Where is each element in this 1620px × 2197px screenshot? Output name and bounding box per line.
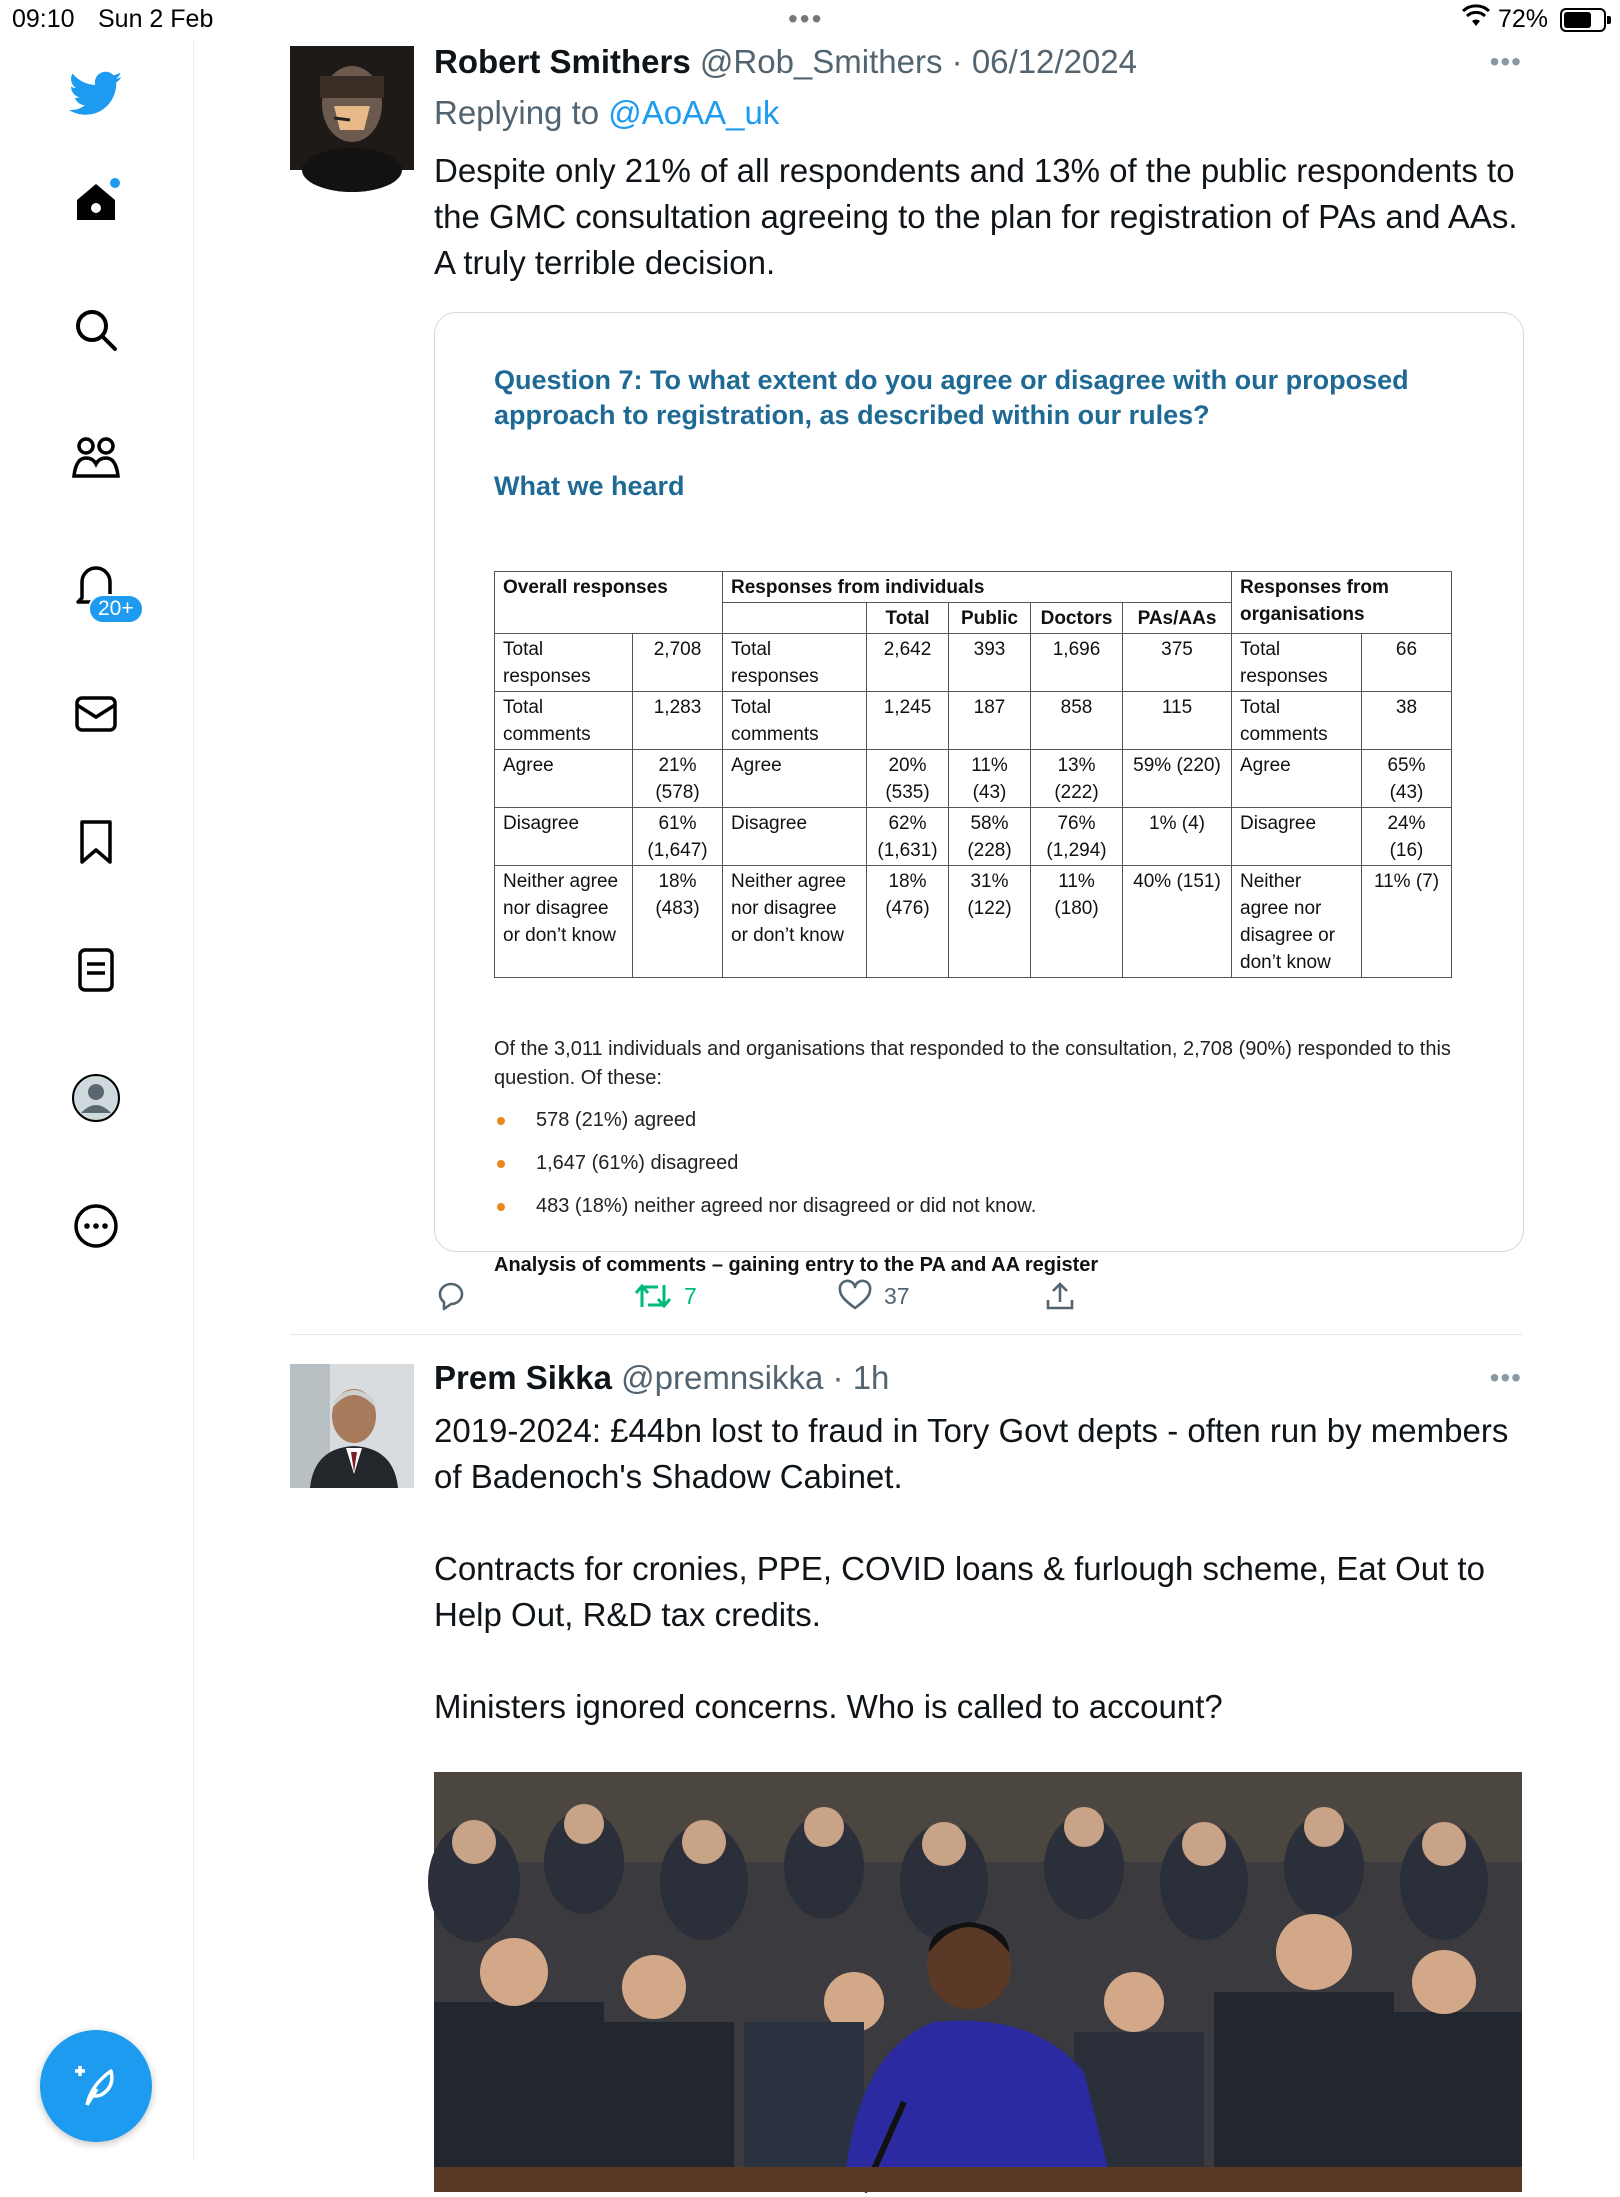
value-cell-pas: 375 — [1123, 634, 1232, 692]
row-label-cell: Total responses — [1232, 634, 1362, 692]
value-cell-orgs: 38 — [1362, 692, 1452, 750]
doc-question: Question 7: To what extent do you agree or disagree with our proposed approach to registration, as described within our rules? — [494, 365, 1409, 430]
row-label-cell: Total comments — [723, 692, 867, 750]
compose-tweet-button[interactable] — [40, 2030, 152, 2142]
author-handle[interactable]: @premnsikka — [621, 1359, 824, 1396]
value-cell-total: 62% (1,631) — [867, 808, 949, 866]
value-cell-public: 393 — [949, 634, 1031, 692]
share-button[interactable] — [1044, 1274, 1076, 1318]
value-cell-pas: 1% (4) — [1123, 808, 1232, 866]
doc-subheading: Analysis of comments – gaining entry to the PA and AA register — [494, 1254, 1099, 1276]
communities-icon[interactable] — [68, 430, 124, 486]
tweet-prem-sikka[interactable] — [290, 1359, 1522, 2160]
row-label-cell: Agree — [723, 750, 867, 808]
replying-handle-link[interactable]: @AoAA_uk — [608, 94, 780, 131]
value-cell-public: 58% (228) — [949, 808, 1031, 866]
author-name[interactable]: Robert Smithers — [434, 43, 691, 80]
tweet-actions — [434, 1274, 1522, 1318]
author-handle[interactable]: @Rob_Smithers — [699, 43, 943, 80]
twitter-logo-icon[interactable] — [68, 66, 124, 122]
tweet-text — [434, 1408, 1524, 1730]
value-cell-orgs: 66 — [1362, 634, 1452, 692]
row-label-cell: Neither agree nor disagree or don’t know — [495, 866, 633, 978]
attached-photo[interactable] — [434, 1772, 1522, 2192]
value-cell-doctors: 858 — [1031, 692, 1123, 750]
row-label-cell: Total responses — [495, 634, 633, 692]
table-row — [495, 808, 1452, 866]
tweet-text: Despite only 21% of all respondents and 13% of the public respondents to the GMC consultation agreeing to the plan for registration of PAs and AAs. A truly terrible decision. — [434, 152, 1518, 281]
value-cell-total: 18% (476) — [867, 866, 949, 978]
tweet-robert-smithers[interactable] — [290, 43, 1522, 1336]
value-cell-public: 31% (122) — [949, 866, 1031, 978]
value-cell-total: 20% (535) — [867, 750, 949, 808]
header-individuals: Responses from individuals — [723, 572, 1232, 603]
battery-icon — [1560, 8, 1606, 32]
table-row — [495, 750, 1452, 808]
row-label-cell: Disagree — [723, 808, 867, 866]
tweet-header — [434, 1359, 889, 1397]
doc-what-we-heard: What we heard — [494, 471, 685, 501]
tweet-text-paragraph: Ministers ignored concerns. Who is called to account? — [434, 1688, 1223, 1725]
tweet-divider — [290, 1334, 1522, 1335]
doc-bullets — [494, 1099, 1036, 1228]
like-button[interactable] — [838, 1274, 910, 1318]
like-count: 37 — [884, 1282, 910, 1309]
row-label-cell: Neither agree nor disagree or don’t know — [723, 866, 867, 978]
more-options-icon[interactable] — [68, 1198, 124, 1254]
value-cell-overall: 18% (483) — [633, 866, 723, 978]
row-label-cell: Disagree — [495, 808, 633, 866]
reply-button[interactable] — [434, 1274, 468, 1318]
tweet-header — [434, 43, 1137, 81]
value-cell-doctors: 11% (180) — [1031, 866, 1123, 978]
responses-table — [494, 571, 1452, 978]
header-doctors: Doctors — [1031, 603, 1123, 634]
value-cell-public: 187 — [949, 692, 1031, 750]
value-cell-doctors: 76% (1,294) — [1031, 808, 1123, 866]
reply-icon — [434, 1280, 468, 1312]
messages-envelope-icon[interactable] — [68, 686, 124, 742]
retweet-button[interactable] — [634, 1274, 697, 1318]
bullet-item: 483 (18%) neither agreed nor disagreed or did not know. — [494, 1185, 1036, 1228]
row-label-cell: Disagree — [1232, 808, 1362, 866]
tweet-more-icon[interactable]: ••• — [1489, 46, 1522, 77]
table-row — [495, 866, 1452, 978]
commons-chamber-photo — [434, 1772, 1522, 2192]
header-total: Total — [867, 603, 949, 634]
header-organisations: Responses from organisations — [1232, 572, 1452, 634]
value-cell-orgs: 65% (43) — [1362, 750, 1452, 808]
profile-avatar-icon[interactable] — [68, 1070, 124, 1126]
value-cell-doctors: 13% (222) — [1031, 750, 1123, 808]
header-overall: Overall responses — [495, 572, 723, 634]
sidebar — [0, 40, 194, 2160]
doc-paragraph: Of the 3,011 individuals and organisations that responded to the consultation, 2,708 (90%) responded to this question. Of these: — [494, 1038, 1451, 1089]
tweet-time[interactable]: · 1h — [832, 1359, 890, 1396]
value-cell-doctors: 1,696 — [1031, 634, 1123, 692]
heart-icon — [838, 1281, 872, 1311]
avatar[interactable] — [290, 1364, 414, 1488]
value-cell-pas: 40% (151) — [1123, 866, 1232, 978]
share-icon — [1044, 1280, 1076, 1312]
author-name[interactable]: Prem Sikka — [434, 1359, 612, 1396]
compose-feather-icon — [71, 2061, 121, 2111]
avatar[interactable] — [290, 46, 414, 170]
status-bar — [0, 0, 1620, 40]
value-cell-pas: 115 — [1123, 692, 1232, 750]
multitasking-dots-icon[interactable]: ••• — [788, 3, 824, 34]
header-pas-aas: PAs/AAs — [1123, 603, 1232, 634]
value-cell-pas: 59% (220) — [1123, 750, 1232, 808]
row-label-cell: Agree — [1232, 750, 1362, 808]
status-date: Sun 2 Feb — [98, 5, 214, 33]
retweet-count: 7 — [684, 1282, 697, 1309]
value-cell-overall: 61% (1,647) — [633, 808, 723, 866]
value-cell-total: 1,245 — [867, 692, 949, 750]
battery-percent: 72% — [1498, 5, 1549, 33]
row-label-cell: Total comments — [495, 692, 633, 750]
tweet-text-paragraph: Contracts for cronies, PPE, COVID loans & furlough scheme, Eat Out to Help Out, R&D tax credits. — [434, 1550, 1485, 1633]
row-label-cell: Total comments — [1232, 692, 1362, 750]
value-cell-orgs: 11% (7) — [1362, 866, 1452, 978]
table-row — [495, 692, 1452, 750]
table-row — [495, 634, 1452, 692]
value-cell-overall: 21% (578) — [633, 750, 723, 808]
bullet-item: 578 (21%) agreed — [494, 1099, 1036, 1142]
row-label-cell: Total responses — [723, 634, 867, 692]
gmc-document-image — [494, 363, 1464, 1276]
value-cell-orgs: 24% (16) — [1362, 808, 1452, 866]
row-label-cell: Agree — [495, 750, 633, 808]
notifications-badge: 20+ — [88, 594, 144, 624]
tweet-more-icon[interactable]: ••• — [1489, 1362, 1522, 1393]
tweet-text-paragraph: 2019-2024: £44bn lost to fraud in Tory Govt depts - often run by members of Badenoch's Shadow Cabinet. — [434, 1412, 1509, 1495]
status-time: 09:10 — [12, 5, 75, 33]
wifi-icon — [1462, 6, 1490, 35]
retweet-icon — [634, 1281, 672, 1311]
row-label-cell: Neither agree nor disagree or don’t know — [1232, 866, 1362, 978]
bookmarks-icon[interactable] — [68, 814, 124, 870]
value-cell-public: 11% (43) — [949, 750, 1031, 808]
header-public: Public — [949, 603, 1031, 634]
value-cell-total: 2,642 — [867, 634, 949, 692]
tweet-date[interactable]: · 06/12/2024 — [951, 43, 1137, 80]
home-icon[interactable] — [68, 174, 124, 230]
value-cell-overall: 2,708 — [633, 634, 723, 692]
replying-prefix: Replying to — [434, 94, 600, 131]
attached-image-card[interactable] — [434, 312, 1524, 1276]
search-icon[interactable] — [68, 302, 124, 358]
replying-to — [434, 94, 779, 132]
bullet-item: 1,647 (61%) disagreed — [494, 1142, 1036, 1185]
lists-icon[interactable] — [68, 942, 124, 998]
value-cell-overall: 1,283 — [633, 692, 723, 750]
